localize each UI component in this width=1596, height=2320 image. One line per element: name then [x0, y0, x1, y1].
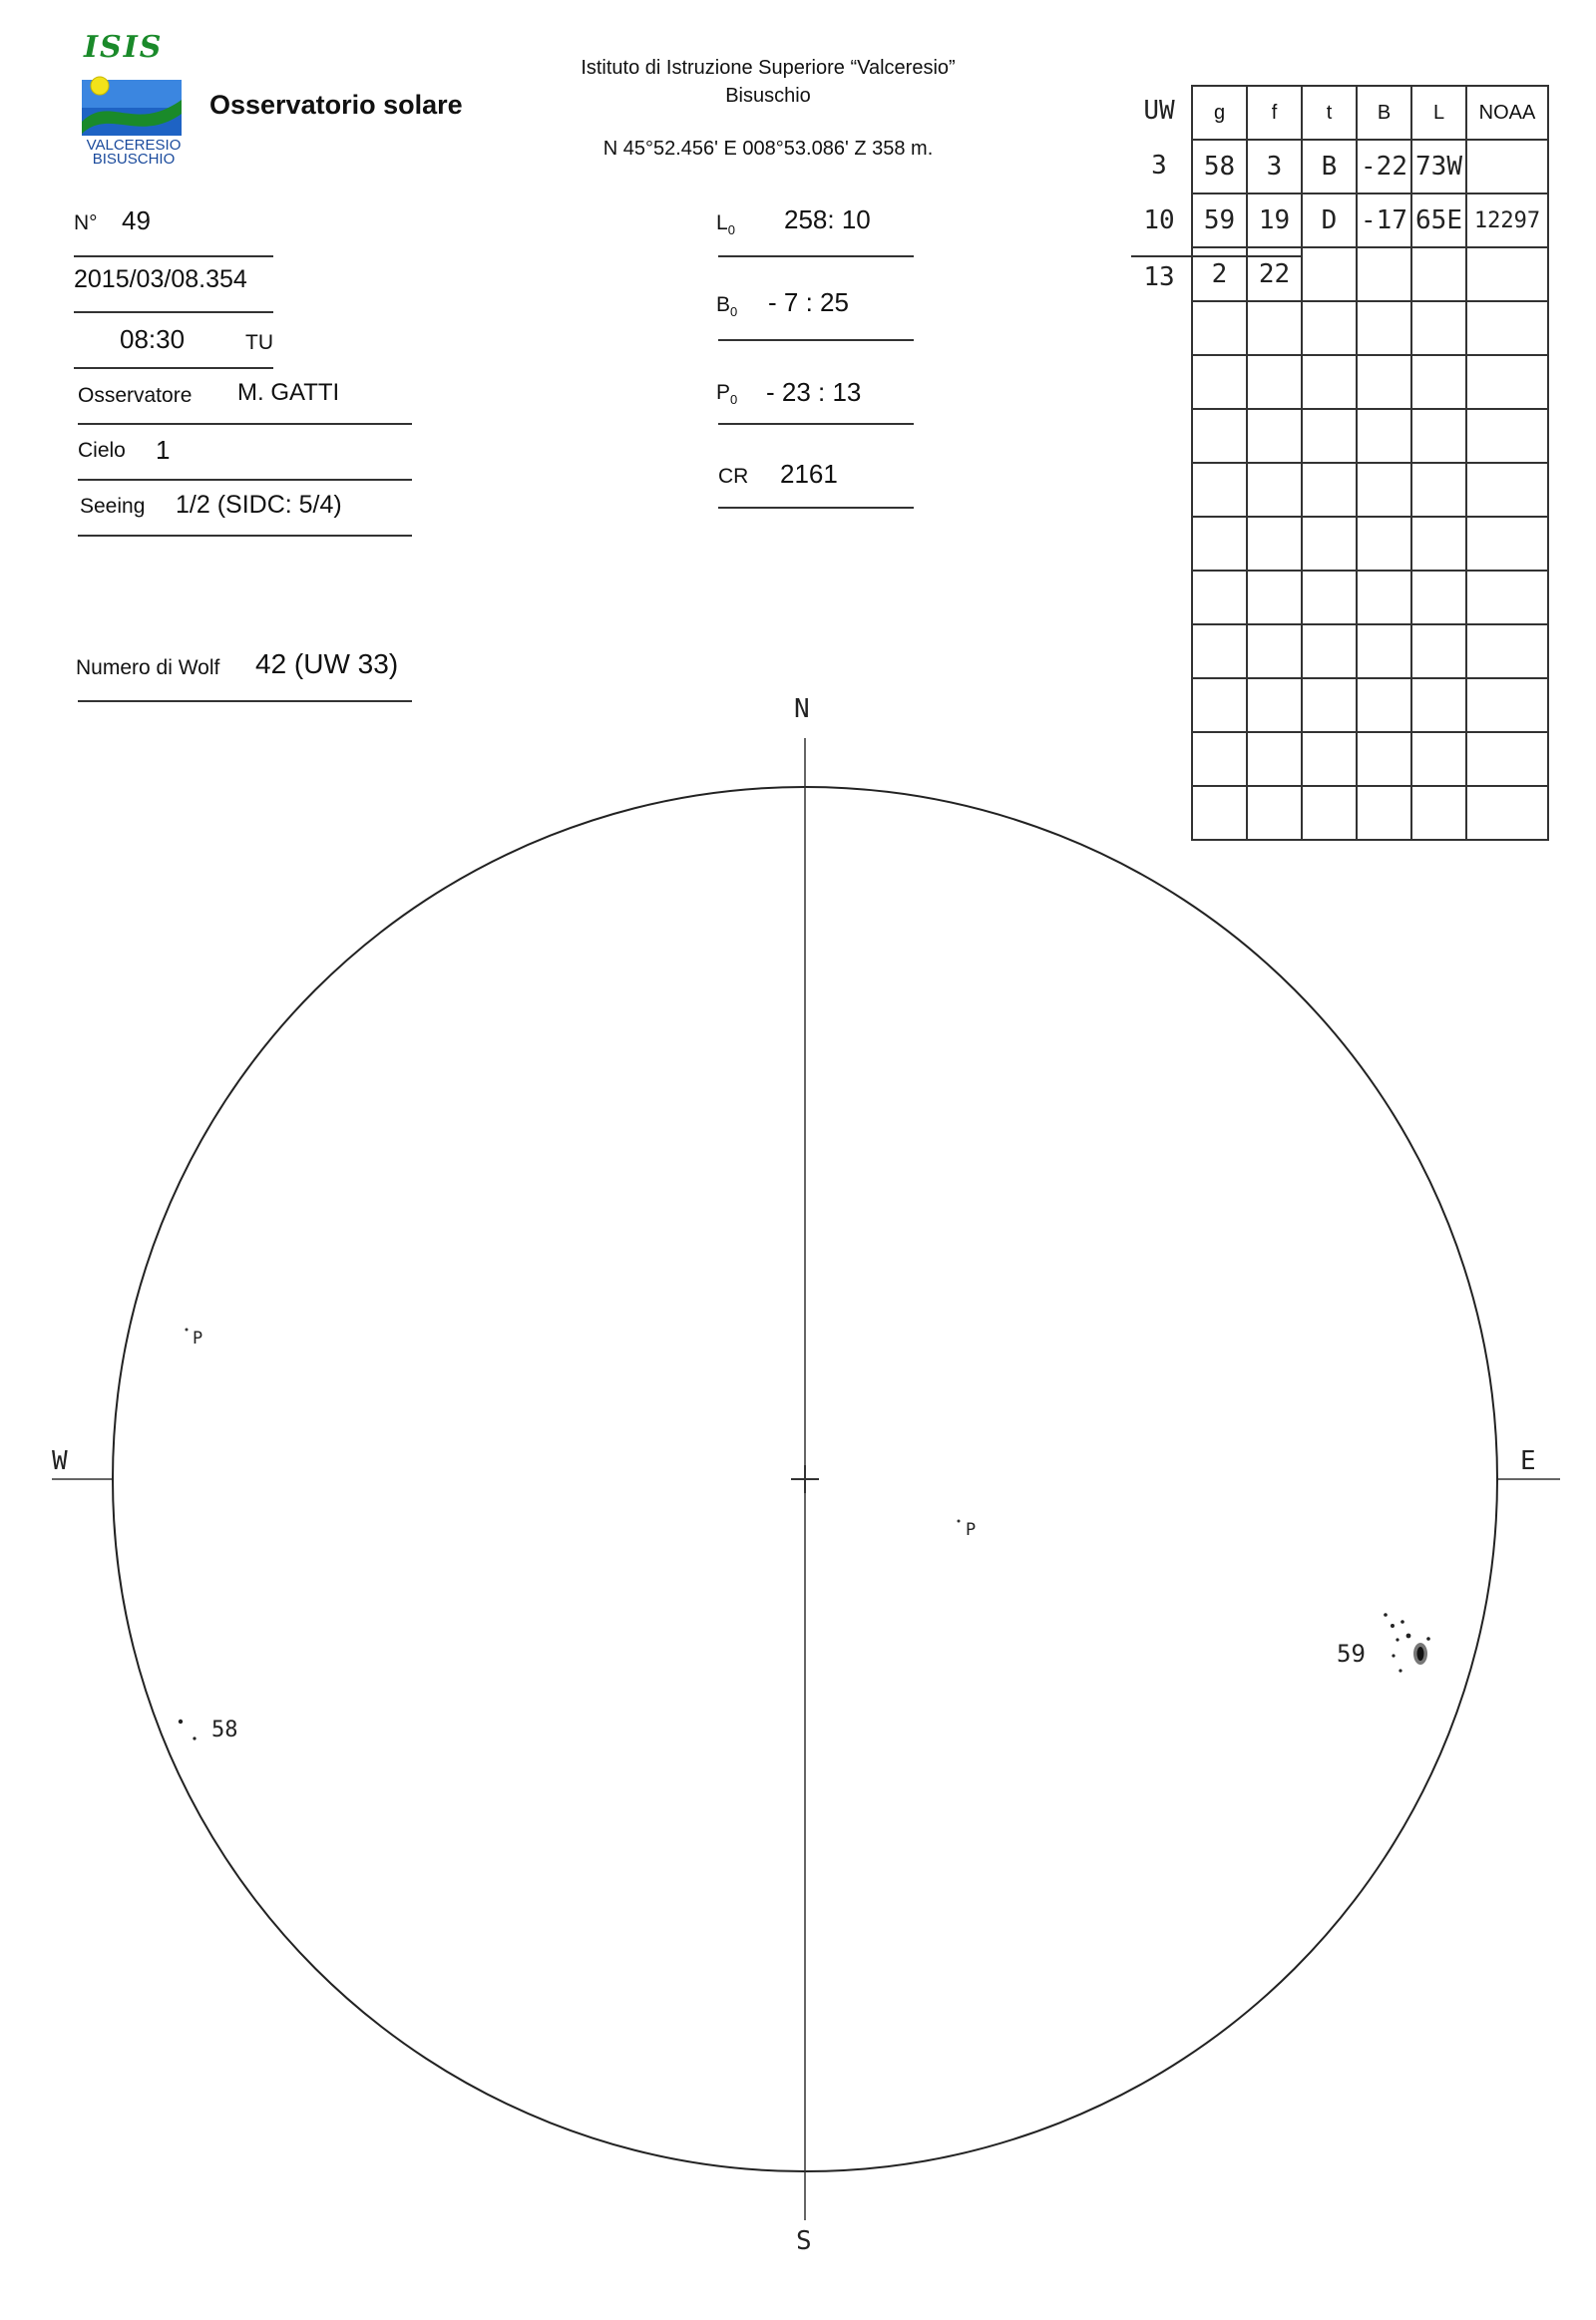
sunspot-59-f [1392, 1654, 1395, 1657]
sky-value: 1 [156, 435, 171, 465]
cell-g: 2 [1192, 247, 1247, 301]
uw-column-header: UW [1143, 96, 1175, 126]
cell-f: 22 [1247, 247, 1302, 301]
number-value: 49 [122, 205, 151, 235]
south-label: S [796, 2226, 812, 2256]
date-value: 2015/03/08.354 [74, 265, 247, 293]
cell-b: -17 [1357, 193, 1411, 247]
cell-t: B [1302, 140, 1357, 193]
uw-row-total: 13 [1143, 262, 1175, 292]
wolf-label: Numero di Wolf [76, 656, 220, 679]
time-value: 08:30 [120, 324, 186, 354]
sunspot-59-c [1400, 1620, 1404, 1624]
col-header-f: f [1247, 86, 1302, 140]
sunspot-58-b [193, 1737, 196, 1740]
cr-label: CR [718, 465, 749, 488]
sunspot-59-e [1396, 1638, 1398, 1641]
facula-mark-center: P [966, 1520, 977, 1540]
cell-b: -22 [1357, 140, 1411, 193]
l0-label-letter: L [716, 211, 728, 234]
facula-mark-west: P [193, 1329, 203, 1349]
cell-f: 19 [1247, 193, 1302, 247]
institute-line2: Bisuschio [725, 85, 811, 107]
north-label: N [794, 694, 810, 724]
sunspot-59-h [1426, 1637, 1430, 1641]
l0-value: 258: 10 [784, 204, 871, 234]
cell-t: D [1302, 193, 1357, 247]
p0-label-sub: 0 [730, 392, 738, 408]
time-unit: TU [245, 331, 273, 354]
logo-wordmark: ISIS [84, 30, 164, 65]
col-header-b: B [1357, 86, 1411, 140]
cell-f: 3 [1247, 140, 1302, 193]
institute-line1: Istituto di Istruzione Superiore “Valceresio” [581, 57, 956, 79]
seeing-value: 1/2 (SIDC: 5/4) [176, 491, 342, 519]
sunspot-59-d [1406, 1634, 1411, 1639]
logo-caption-line2: BISUSCHIO [92, 151, 176, 168]
col-header-l: L [1411, 86, 1466, 140]
observer-value: M. GATTI [237, 379, 340, 406]
observatory-coordinates: N 45°52.456' E 008°53.086' Z 358 m. [602, 138, 934, 160]
sky-label: Cielo [78, 439, 126, 462]
cell-g: 59 [1192, 193, 1247, 247]
wolf-value: 42 (UW 33) [255, 648, 399, 679]
east-label: E [1520, 1446, 1536, 1476]
uw-row-1: 3 [1151, 151, 1167, 181]
p0-label-letter: P [716, 381, 731, 404]
uw-row-2: 10 [1143, 205, 1175, 235]
cell-g: 58 [1192, 140, 1247, 193]
sunspot-59-a [1384, 1613, 1388, 1617]
seeing-label: Seeing [80, 495, 146, 518]
b0-label-letter: B [716, 293, 731, 316]
cell-l: 65E [1411, 193, 1466, 247]
sunspot-59-b [1391, 1624, 1395, 1628]
page-title: Osservatorio solare [209, 90, 463, 120]
group-58-label: 58 [211, 1718, 238, 1742]
b0-label-sub: 0 [730, 304, 738, 320]
logo-caption-line1: VALCERESIO [86, 137, 182, 154]
sunspot-59-g [1398, 1669, 1401, 1672]
west-label: W [52, 1446, 68, 1476]
b0-value: - 7 : 25 [768, 287, 849, 317]
col-header-noaa: NOAA [1466, 86, 1548, 140]
facula-dot-west [186, 1329, 189, 1332]
sunspot-58-a [179, 1720, 183, 1724]
l0-label-sub: 0 [727, 222, 735, 238]
p0-value: - 23 : 13 [766, 377, 862, 407]
cell-l: 73W [1411, 140, 1466, 193]
col-header-t: t [1302, 86, 1357, 140]
col-header-g: g [1192, 86, 1247, 140]
sunspot-group-59 [1384, 1613, 1430, 1672]
cell-noaa: 12297 [1466, 193, 1548, 247]
cr-value: 2161 [780, 459, 838, 489]
sunspot-59-umbra [1417, 1647, 1424, 1661]
number-label: N° [74, 211, 98, 234]
group-59-label: 59 [1337, 1640, 1366, 1668]
observer-label: Osservatore [78, 384, 193, 407]
facula-dot-center [958, 1520, 961, 1523]
